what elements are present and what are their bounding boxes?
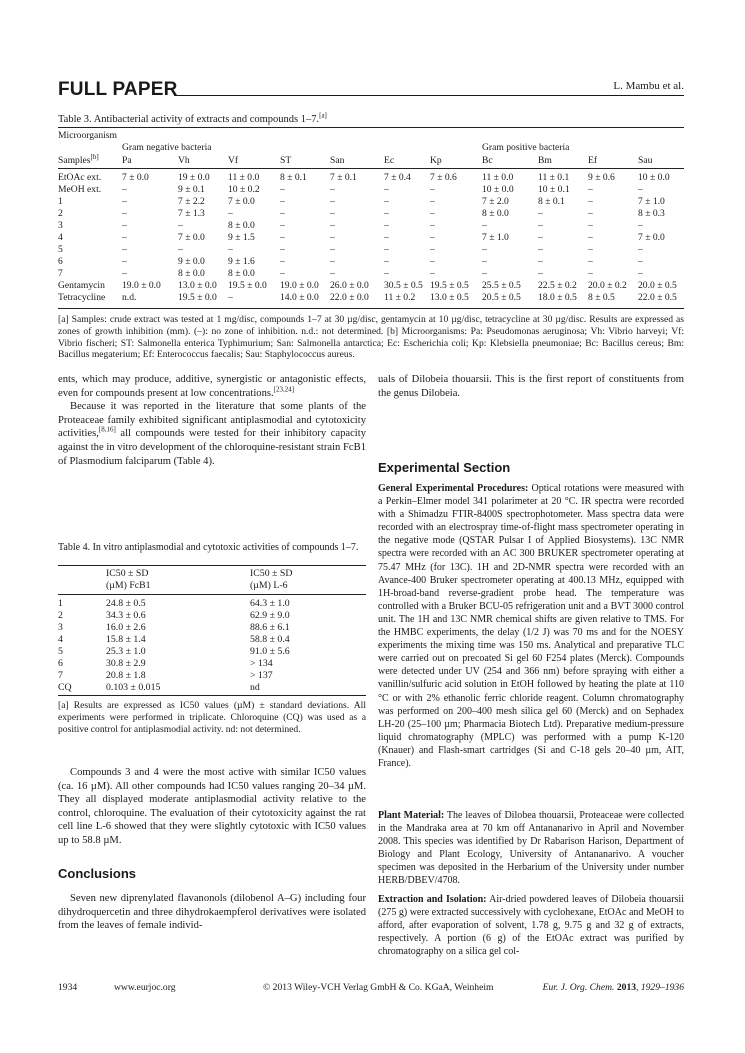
plant-material (378, 809, 684, 888)
table4-cell: 62.9 ± 9.0 (250, 610, 290, 621)
table3-cell: – (330, 256, 335, 267)
table3-cell: 19.0 ± 0.0 (280, 280, 319, 291)
table3-top-rule (58, 127, 684, 128)
table4-compound-cell: 7 (58, 670, 63, 681)
table3-cell: – (482, 244, 487, 255)
table3-cell: – (482, 256, 487, 267)
table4-cell: > 137 (250, 670, 273, 681)
table3-cell: – (430, 232, 435, 243)
table3-cell: 8 ± 0.0 (228, 268, 255, 279)
table3-cell: – (588, 184, 593, 195)
table4-row (58, 670, 366, 681)
table3-cell: 10 ± 0.0 (482, 184, 514, 195)
table3-cell: 7 ± 0.6 (430, 172, 457, 183)
table4-row (58, 682, 366, 693)
left-paragraph-2 (58, 400, 366, 468)
table3-sample-cell: 5 (58, 244, 63, 255)
table3-caption (58, 111, 327, 125)
table3-cell: – (280, 196, 285, 207)
table4-cell: nd (250, 682, 260, 693)
table3-row (58, 280, 684, 291)
table3-sample-cell: Tetracycline (58, 292, 106, 303)
table4-cell: 58.8 ± 0.4 (250, 634, 290, 645)
table3-col-header: Ec (384, 155, 395, 166)
table3-cell: – (430, 208, 435, 219)
table3-cell: – (122, 184, 127, 195)
table3-cell: – (638, 244, 643, 255)
table3-sample-cell: 1 (58, 196, 63, 207)
table3-cell: – (482, 268, 487, 279)
table3-cell: 11 ± 0.1 (538, 172, 570, 183)
table3-cell: 10 ± 0.2 (228, 184, 260, 195)
table4-bottom-rule (58, 695, 366, 696)
table4-row (58, 598, 366, 609)
table3-cell: 20.0 ± 0.2 (588, 280, 627, 291)
table3-cell: – (228, 244, 233, 255)
table3-cell: 8 ± 0.1 (538, 196, 565, 207)
left-paragraph-4: Seven new diprenylated flavanonols (dilobenol A–G) including four dihydroquercetin and three dihydrokaempferol derivatives were isolated from the leaves of female individ- (58, 893, 366, 932)
table3-cell: – (384, 244, 389, 255)
table3-sample-cell: 3 (58, 220, 63, 231)
table3-cell: – (538, 256, 543, 267)
table3-cell: – (538, 232, 543, 243)
table4-cell: 30.8 ± 2.9 (106, 658, 146, 669)
table3-cell: 7 ± 2.0 (482, 196, 509, 207)
table3-cell: – (588, 256, 593, 267)
gram-negative-label: Gram negative bacteria (122, 142, 212, 153)
table4-compound-cell: CQ (58, 682, 72, 693)
table4-cell: 24.8 ± 0.5 (106, 598, 146, 609)
table3-sample-cell: 2 (58, 208, 63, 219)
table3-cell: – (330, 220, 335, 231)
samples-ref: [b] (90, 152, 99, 161)
table4-cell: 25.3 ± 1.0 (106, 646, 146, 657)
table3-cell: 8 ± 0.0 (482, 208, 509, 219)
table3-cell: – (280, 244, 285, 255)
table3-cell: 22.0 ± 0.5 (638, 292, 677, 303)
table3-cell: – (384, 268, 389, 279)
table4-compound-cell: 6 (58, 658, 63, 669)
table3-row (58, 172, 684, 183)
table3-sample-cell: 7 (58, 268, 63, 279)
table3-cell: 7 ± 1.0 (482, 232, 509, 243)
table3-col-header: San (330, 155, 345, 166)
table3-cell: – (482, 220, 487, 231)
table3-cell: – (330, 244, 335, 255)
table3-cell: – (280, 256, 285, 267)
table3-cell: 8 ± 0.0 (178, 268, 205, 279)
table3-cell: – (280, 220, 285, 231)
table3-sample-cell: Gentamycin (58, 280, 105, 291)
table3-col-header: Kp (430, 155, 442, 166)
table3-cell: – (384, 220, 389, 231)
table3-cell: – (122, 220, 127, 231)
table3-cell: 9 ± 0.0 (178, 256, 205, 267)
table4-header-rule (58, 594, 366, 595)
table4-col2-head-line1: IC50 ± SD (250, 568, 293, 579)
table3-cell: – (280, 208, 285, 219)
table4-cell: 16.0 ± 2.6 (106, 622, 146, 633)
table3-cell: – (122, 232, 127, 243)
table4-cell: 0.103 ± 0.015 (106, 682, 161, 693)
table4-row (58, 646, 366, 657)
general-procedures (378, 482, 684, 770)
journal-website[interactable]: www.eurjoc.org (114, 982, 176, 993)
table3-cell: 7 ± 1.3 (178, 208, 205, 219)
table3-cell: 25.5 ± 0.5 (482, 280, 521, 291)
page-number: 1934 (58, 982, 78, 993)
table3-cell: 7 ± 0.0 (638, 232, 665, 243)
table3-cell: – (538, 244, 543, 255)
table3-cell: – (384, 232, 389, 243)
table3-cell: 8 ± 0.0 (228, 220, 255, 231)
table3-cell: 14.0 ± 0.0 (280, 292, 319, 303)
table3-cell: – (430, 184, 435, 195)
table3-group-label: Microorganism (58, 130, 117, 141)
journal-year: 2013 (616, 982, 637, 993)
table3-cell: 18.0 ± 0.5 (538, 292, 577, 303)
table3-cell: 26.0 ± 0.0 (330, 280, 369, 291)
table3-col-header: ST (280, 155, 292, 166)
table3-cell: 10 ± 0.1 (538, 184, 570, 195)
table3-cell: 7 ± 2.2 (178, 196, 205, 207)
table3-cell: 7 ± 0.0 (178, 232, 205, 243)
table3-cell: 19.0 ± 0.0 (122, 280, 161, 291)
table3-cell: – (538, 208, 543, 219)
table3-cell: 7 ± 0.0 (122, 172, 149, 183)
gram-positive-label: Gram positive bacteria (482, 142, 570, 153)
table3-row (58, 232, 684, 243)
table3-cell: – (122, 244, 127, 255)
plant-material-text: The leaves of Dilobea thouarsii, Proteaceae were collected in the Mandraka area at 70 km off Antananarivo in April and November 2008. This species was identified by Dr Rabarison Harison, Department of Biology and Plant Ecology, University of Antananarivo. A voucher specimen was deposited in the Herbarium of the University under number HERB/DBEV/4708. (378, 810, 684, 887)
general-procedures-label: General Experimental Procedures: (378, 483, 529, 494)
table4-header-row-2 (58, 580, 366, 591)
table3-cell: – (228, 208, 233, 219)
table3-cell: – (384, 256, 389, 267)
table3-cell: – (280, 232, 285, 243)
header-rule (174, 95, 684, 96)
table4-compound-cell: 1 (58, 598, 63, 609)
table3-cell: 30.5 ± 0.5 (384, 280, 423, 291)
table4-compound-cell: 2 (58, 610, 63, 621)
table3-cell: 8 ± 0.3 (638, 208, 665, 219)
table3-cell: – (638, 184, 643, 195)
table3-cell: 13.0 ± 0.0 (178, 280, 217, 291)
table3-col-header: Ef (588, 155, 598, 166)
left-column-top (58, 373, 366, 468)
table3-cell: – (280, 184, 285, 195)
left-paragraph-1-text: ents, which may produce, additive, synergistic or antagonistic effects, even for compounds present at low concentrations. (58, 374, 366, 399)
table3-cell: – (330, 232, 335, 243)
table3-caption-text: Table 3. Antibacterial activity of extracts and compounds 1–7. (58, 114, 320, 125)
table3-caption-ref: [a] (319, 111, 327, 120)
table3-cell: – (122, 196, 127, 207)
table4-cell: 34.3 ± 0.6 (106, 610, 146, 621)
table4-cell: 20.8 ± 1.8 (106, 670, 146, 681)
table3-cell: – (228, 292, 233, 303)
table3-cell: – (430, 256, 435, 267)
table3-cell: – (430, 268, 435, 279)
table3-cell: – (588, 268, 593, 279)
general-procedures-text: Optical rotations were measured with a Perkin–Elmer model 341 polarimeter at 20 °C. IR spectra were recorded with a Shimadzu FTIR-8400S spectrophotometer. Mass spectra data were recorded with an electrospray time-of-flight mass spectrometer operating in the negative mode (QSTAR Pulsar I of Applied Biosystems). 13C NMR spectra were recorded with an AC 300 BRUKER spectrometer operating at 75.47 MHz (for 13C). 1H and 2D-NMR spectra were recorded with an Avance-400 Bruker spectrometer operating at 400.13 MHz, equipped with 1H-broad-band reverse-gradient probe head. The temperature was controlled with a Bruker BCU-05 refrigeration unit and a BVT 3000 control unit. The 1H and 13C NMR chemical shifts are given relative to TMS. For the HMBC experiments, the delay (1/2 J) was 70 ms and for the NOESY experiments the mixing time was 150 ms. Analytical and preparative TLC were carried out on precoated Si gel 60 F254 plates (Merck). Compounds were detected under UV (254 and 366 nm) before spraying with either a vanillin/sulfuric acid solution in EtOH followed by heating the plate at 110 °C or with 2% ethanolic ferric chloride reagent. Column chromatography was performed on 200–400 mesh silica gel 60 (Merck) and on Sephadex LH-20 (25–100 µm; Pharmacia Biotech Ltd). Preparative medium-pressure liquid chromatography (MPLC) was performed with a pump K-120 (Knauer) and Flash-smart cartridges (Si and C-18 gels 20–40 µm, AIT, France). (378, 483, 685, 769)
table3-cell: – (588, 232, 593, 243)
table3-cell: 8 ± 0.5 (588, 292, 615, 303)
table4-header-row-1 (58, 568, 366, 579)
table3-footnote: [a] Samples: crude extract was tested at 1 mg/disc, compounds 1–7 at 30 µg/disc, gentamycin at 10 µg/disc, tetracycline at 30 µg/disc. Results are expressed as zones of growth inhibition (mm). (–): no zone of inhibition. n.d.: not determined. [b] Microorganisms: Pa: Pseudomonas aeruginosa; Vh: Vibrio harveyi; Vf: Vibrio fischeri; ST: Salmonella enterica Typhimurium; San: Salmonella antarctica; Ec: Escherichia coli; Kp: Klebsiella pneumoniae; Bc: Bacillus cereus; Bm: Bacillus megaterium; Ef: Enterococcus faecalis; Sau: Staphylococcus aureus. (58, 314, 684, 361)
table3-cell: 19.5 ± 0.0 (228, 280, 267, 291)
table3-cell: 19.5 ± 0.0 (178, 292, 217, 303)
table3-sample-cell: 4 (58, 232, 63, 243)
table3-cell: 11 ± 0.0 (482, 172, 514, 183)
table3-row (58, 292, 684, 303)
table3-row (58, 208, 684, 219)
table3-sample-cell: EtOAc ext. (58, 172, 102, 183)
table3-cell: – (280, 268, 285, 279)
table3-cell: – (384, 208, 389, 219)
table3-cell: 20.5 ± 0.5 (482, 292, 521, 303)
table3-cell: – (330, 208, 335, 219)
table3-row (58, 196, 684, 207)
table3-cell: 13.0 ± 0.5 (430, 292, 469, 303)
extraction-isolation-label: Extraction and Isolation: (378, 894, 487, 905)
running-authors: L. Mambu et al. (609, 80, 684, 92)
extraction-isolation-text: Air-dried powdered leaves of Dilobeia thouarsii (275 g) were extracted successively with cyclohexane, EtOAc and MeOH to afford, after evaporation of solvent, 1.78 g, 9.75 g and 32 g of extracts, respectively. A portion (6 g) of the EtOAc extract was purified by chromatography on a silica gel col- (378, 894, 684, 958)
table4-compound-cell: 4 (58, 634, 63, 645)
table3-cell: – (122, 268, 127, 279)
left-paragraph-1-ref: [23,24] (273, 385, 295, 394)
table3-row (58, 256, 684, 267)
table3-cell: – (384, 184, 389, 195)
table3-header-row-1 (58, 130, 684, 141)
table3-cell: – (122, 256, 127, 267)
table3-cell: 8 ± 0.1 (280, 172, 307, 183)
table4-col1-head-line2: (µM) FcB1 (106, 580, 151, 591)
table4-top-rule (58, 565, 366, 566)
table3-sample-cell: MeOH ext. (58, 184, 102, 195)
table3-cell: 9 ± 0.6 (588, 172, 615, 183)
left-paragraph-1 (58, 373, 366, 400)
table3-row (58, 184, 684, 195)
table3-header-rule (58, 168, 684, 169)
table4-cell: > 134 (250, 658, 273, 669)
table3-cell: – (538, 220, 543, 231)
table3-cell: – (178, 220, 183, 231)
table3-cell: – (638, 268, 643, 279)
table3-cell: 22.0 ± 0.0 (330, 292, 369, 303)
table3-row (58, 268, 684, 279)
samples-header (58, 152, 99, 166)
table4-col1-head-line1: IC50 ± SD (106, 568, 149, 579)
table3-cell: – (330, 184, 335, 195)
table3-cell: 19.5 ± 0.5 (430, 280, 469, 291)
table4-cell: 91.0 ± 5.6 (250, 646, 290, 657)
table4-row (58, 622, 366, 633)
left-paragraph-3: Compounds 3 and 4 were the most active with similar IC50 values (ca. 16 µM). All other compounds had IC50 values ranging 20–34 µM. They all displayed moderate antiplasmodial activity relative to the control, chloroquine. The evaluation of their cytotoxicity against the rat cell line L-6 showed that they were slightly cytotoxic with IC50 values up to 58.8 µM. (58, 767, 366, 846)
table3-row (58, 220, 684, 231)
table3-cell: 19 ± 0.0 (178, 172, 210, 183)
table3-cell: – (430, 196, 435, 207)
table3-cell: – (122, 208, 127, 219)
left-paragraph-2a: Because it was reported in the literature that some plants of the Proteaceae family exhibited significant antiplasmodial and cytotoxicity activities, (58, 401, 366, 440)
table3-row (58, 244, 684, 255)
table4-compound-cell: 3 (58, 622, 63, 633)
table3-cell: – (588, 220, 593, 231)
table3-cell: 7 ± 1.0 (638, 196, 665, 207)
table3-cell: – (430, 244, 435, 255)
table3-cell: – (330, 268, 335, 279)
table3-cell: 20.0 ± 0.5 (638, 280, 677, 291)
samples-label: Samples (58, 155, 91, 166)
conclusions-heading: Conclusions (58, 866, 137, 881)
extraction-isolation (378, 893, 684, 958)
table3-cell: – (538, 268, 543, 279)
left-paragraph-2b: all compounds were tested for their inhibitory capacity against the in vitro development of the chloroquine-resistant strain FcB1 of Plasmodium falciparum (Table 4). (58, 428, 366, 467)
table3-col-header: Vh (178, 155, 190, 166)
table3-cell: 11 ± 0.0 (228, 172, 260, 183)
table3-cell: 9 ± 1.6 (228, 256, 255, 267)
table3-cell: – (384, 196, 389, 207)
left-paragraph-2-ref: [8,16] (98, 425, 116, 434)
table4-footnote: [a] Results are expressed as IC50 values (µM) ± standard deviations. All experiments were performed in triplicate. Chloroquine (CQ) was used as a positive control for antiplasmodial activity. nd: not determined. (58, 700, 366, 735)
journal-name: Eur. J. Org. Chem. (542, 982, 615, 993)
table3-cell: 9 ± 1.5 (228, 232, 255, 243)
table3-cell: – (330, 196, 335, 207)
table3-cell: 7 ± 0.4 (384, 172, 411, 183)
table4-cell: 88.6 ± 6.1 (250, 622, 290, 633)
page-footer (58, 982, 684, 994)
table3-cell: – (588, 208, 593, 219)
table4-cell: 64.3 ± 1.0 (250, 598, 290, 609)
table3-cell: 22.5 ± 0.2 (538, 280, 577, 291)
section-title: FULL PAPER (58, 79, 178, 100)
table3-header-row-2 (58, 142, 684, 153)
table4-row (58, 634, 366, 645)
table3-cell: – (638, 220, 643, 231)
experimental-heading: Experimental Section (378, 460, 511, 475)
table3-cell: 10 ± 0.0 (638, 172, 670, 183)
table3-col-header: Pa (122, 155, 132, 166)
table3-cell: 7 ± 0.0 (228, 196, 255, 207)
plant-material-label: Plant Material: (378, 810, 445, 821)
table3-bottom-rule (58, 308, 684, 309)
table3-col-header: Bc (482, 155, 493, 166)
table3-sample-cell: 6 (58, 256, 63, 267)
table3-col-header: Bm (538, 155, 552, 166)
table3-cell: 7 ± 0.1 (330, 172, 357, 183)
table4-compound-cell: 5 (58, 646, 63, 657)
copyright-notice: © 2013 Wiley-VCH Verlag GmbH & Co. KGaA, Weinheim (263, 982, 494, 993)
table3-cell: 9 ± 0.1 (178, 184, 205, 195)
table3-column-header-row (58, 152, 684, 166)
table3-cell: – (588, 196, 593, 207)
table4-cell: 15.8 ± 1.4 (106, 634, 146, 645)
table4-row (58, 658, 366, 669)
table3-col-header: Vf (228, 155, 239, 166)
table3-cell: – (638, 256, 643, 267)
table3-cell: – (178, 244, 183, 255)
right-paragraph-1: uals of Dilobeia thouarsii. This is the first report of constituents from the genus Dilobeia. (378, 374, 684, 399)
page-header (58, 79, 684, 103)
table4-col2-head-line2: (µM) L-6 (250, 580, 288, 591)
table3-cell: – (430, 220, 435, 231)
journal-pages: , 1929–1936 (636, 982, 684, 993)
table3-col-header: Sau (638, 155, 653, 166)
journal-citation (543, 982, 684, 993)
table3-cell: – (588, 244, 593, 255)
table3-cell: n.d. (122, 292, 137, 303)
table3-cell: 11 ± 0.2 (384, 292, 416, 303)
table4-row (58, 610, 366, 621)
table4-caption: Table 4. In vitro antiplasmodial and cytotoxic activities of compounds 1–7. (58, 542, 359, 553)
